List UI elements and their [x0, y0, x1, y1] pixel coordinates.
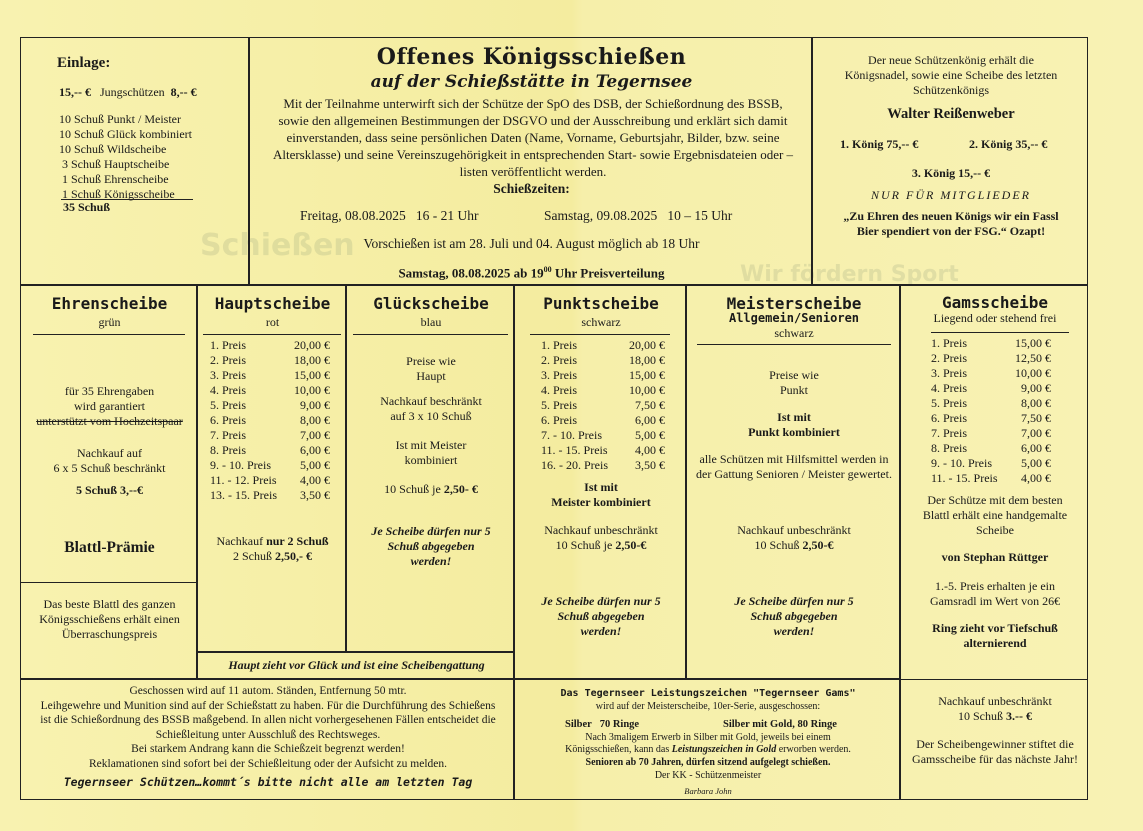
prize-row	[929, 441, 1053, 456]
prize-row	[208, 383, 332, 398]
prize-amount: 6,00 €	[300, 443, 330, 457]
ehren-text-4: Nachkauf auf	[77, 446, 142, 460]
hauptscheibe-color: rot	[265, 315, 280, 329]
prize-row	[929, 381, 1053, 396]
ehren-text-2: wird garantiert	[74, 399, 145, 413]
prize-amount: 8,00 €	[300, 413, 330, 427]
gams-shots: 10 Schuß	[958, 709, 1006, 723]
punkt-note: Je Scheibe dürfen nur 5 Schuß abgegeben werden!	[541, 594, 661, 638]
koenig-second: 2. König 35,-- €	[969, 137, 1048, 151]
blattl-text: Das beste Blattl des ganzen Königsschießens erhält einen Überraschungspreis	[39, 597, 180, 641]
rules-line: ist die Schießordnung des BSSB maßgebend. In allen nicht vorhergesehenen Fällen entscheidet die	[40, 714, 496, 727]
koenig-name: Walter Reißenweber	[887, 106, 1015, 122]
punkt-text-3: Nachkauf unbeschränkt	[544, 523, 658, 537]
haupt-shots: 2 Schuß	[233, 549, 275, 563]
prize-rank: 9. - 10. Preis	[931, 456, 992, 470]
einlage-price-adult: 15,-- €	[59, 85, 91, 99]
prize-amount: 18,00 €	[294, 353, 330, 367]
prize-amount: 20,00 €	[294, 338, 330, 352]
leistung-subtitle: wird auf der Meisterscheibe, 10er-Serie, ausgeschossen:	[595, 701, 821, 712]
einlage-box	[20, 37, 249, 285]
einlage-item: 10 Schuß Wildscheibe	[59, 142, 167, 156]
leistung-signer-title: Der KK - Schützenmeister	[654, 770, 762, 781]
prize-amount: 3,50 €	[300, 488, 330, 502]
meister-text-1: Preise wie	[769, 368, 819, 382]
haupt-nachkauf	[198, 534, 347, 549]
leistung-gold	[723, 719, 837, 730]
prize-rank: 4. Preis	[210, 383, 246, 397]
haupt-nachkauf-label: Nachkauf	[216, 534, 267, 548]
blattl-rule	[21, 582, 196, 583]
koenig-third: 3. König 15,-- €	[911, 166, 991, 180]
prize-amount: 5,00 €	[635, 428, 665, 442]
glueck-text-4: auf 3 x 10 Schuß	[390, 409, 472, 423]
prize-rank: 8. Preis	[210, 443, 246, 457]
hauptscheibe-title: Hauptscheibe	[214, 294, 331, 313]
prize-rank: 4. Preis	[541, 383, 577, 397]
silber-label: Silber	[565, 719, 592, 730]
prize-rank: 3. Preis	[541, 368, 577, 382]
prize-amount: 5,00 €	[1021, 456, 1051, 470]
prize-row	[208, 353, 332, 368]
meisterscheibe-rule	[697, 344, 891, 345]
prize-row	[539, 338, 667, 353]
leistung-title: Das Tegernseer Leistungszeichen "Tegernseer Gams"	[560, 688, 856, 699]
rules-text	[21, 684, 515, 772]
prize-amount: 6,00 €	[635, 413, 665, 427]
gams-price	[901, 709, 1089, 724]
punkt-shots: 10 Schuß je	[555, 538, 616, 552]
gamsscheibe-subtitle: Liegend oder stehend frei	[933, 311, 1057, 325]
haupt-glueck-note: Haupt zieht vor Glück und ist eine Scheibengattung	[228, 658, 485, 672]
hauptscheibe-box	[197, 285, 346, 652]
prize-row	[539, 413, 667, 428]
prize-rank: 2. Preis	[210, 353, 246, 367]
ehrenscheibe-title: Ehrenscheibe	[51, 294, 168, 313]
glueckscheibe-rule	[353, 334, 508, 335]
glueck-text-1: Preise wie	[406, 354, 456, 368]
prize-amount: 5,00 €	[300, 458, 330, 472]
glueck-text-2: Haupt	[416, 369, 446, 383]
prize-row	[929, 471, 1053, 486]
leistung-gold-badge: Leistungszeichen in Gold	[671, 744, 777, 755]
ehrenscheibe-rule	[33, 334, 185, 335]
prize-amount: 9,00 €	[300, 398, 330, 412]
prize-row	[539, 443, 667, 458]
header-box	[249, 37, 812, 285]
award-date: Samstag, 08.08.2025 ab 19	[398, 265, 544, 281]
members-only: NUR FÜR MITGLIEDER	[871, 188, 1031, 202]
einlage-price-youth: 8,-- €	[170, 85, 197, 99]
haupt-price: 2,50,- €	[275, 549, 312, 563]
leistung-senioren: Senioren ab 70 Jahren, dürfen sitzend aufgelegt schießen.	[585, 757, 831, 768]
prize-amount: 9,00 €	[1021, 381, 1051, 395]
hauptscheibe-rule	[203, 334, 341, 335]
award-suffix: Uhr Preisverteilung	[551, 265, 665, 281]
prize-row	[929, 366, 1053, 381]
rules-box	[20, 679, 514, 800]
koenig-first: 1. König 75,-- €	[840, 137, 919, 151]
prize-rank: 5. Preis	[541, 398, 577, 412]
glueck-text-6: kombiniert	[404, 453, 458, 467]
prize-row	[208, 398, 332, 413]
haupt-nachkauf-price	[198, 549, 347, 564]
einlage-item: 10 Schuß Glück kombiniert	[59, 127, 192, 141]
prize-amount: 10,00 €	[294, 383, 330, 397]
prize-rank: 11. - 15. Preis	[931, 471, 998, 485]
glueck-text-3: Nachkauf beschränkt	[380, 394, 482, 408]
glueck-price-value: 2,50- €	[443, 482, 478, 496]
page-subtitle: auf der Schießstätte in Tegernsee	[370, 72, 693, 92]
einlage-youth-label: Jungschützen	[100, 85, 165, 99]
haupt-glueck-note-box	[197, 652, 514, 679]
prize-amount: 15,00 €	[294, 368, 330, 382]
prize-row	[539, 428, 667, 443]
rules-line: Reklamationen sind sofort bei der Schießleitung oder der Aufsicht zu melden.	[88, 757, 447, 770]
leistung-text-2c: erworben werden.	[776, 744, 851, 755]
prize-row	[208, 458, 332, 473]
times-label: Schießzeiten:	[493, 181, 570, 196]
haupt-prize-table	[208, 338, 332, 503]
prize-rank: 7. Preis	[210, 428, 246, 442]
gamsscheibe-box	[900, 285, 1088, 800]
award-ceremony	[250, 265, 813, 281]
prize-rank: 3. Preis	[210, 368, 246, 382]
prize-amount: 7,00 €	[1021, 426, 1051, 440]
meisterscheibe-title: Meisterscheibe	[726, 294, 862, 313]
prize-row	[208, 428, 332, 443]
prize-rank: 8. Preis	[931, 441, 967, 455]
prize-amount: 3,50 €	[635, 458, 665, 472]
einlage-item: 1 Schuß Königsscheibe	[59, 187, 175, 201]
einlage-label: Einlage:	[57, 55, 111, 71]
prize-row	[929, 396, 1053, 411]
prize-row	[539, 458, 667, 473]
blattl-title: Blattl-Prämie	[64, 539, 155, 556]
meister-text-3: Ist mit	[777, 410, 811, 424]
punkt-price	[515, 538, 687, 553]
prize-rank: 11. - 15. Preis	[541, 443, 608, 457]
prize-amount: 20,00 €	[629, 338, 665, 352]
glueckscheibe-title: Glückscheibe	[373, 294, 489, 313]
gams-artist: von Stephan Rüttger	[941, 550, 1049, 564]
leistungszeichen-box	[514, 679, 900, 800]
prize-row	[208, 473, 332, 488]
gams-price-value: 3.-- €	[1006, 709, 1032, 723]
prize-amount: 10,00 €	[1015, 366, 1051, 380]
prize-row	[539, 368, 667, 383]
prize-amount: 8,00 €	[1021, 396, 1051, 410]
prize-rank: 1. Preis	[210, 338, 246, 352]
prize-rank: 13. - 15. Preis	[210, 488, 277, 502]
prize-amount: 18,00 €	[629, 353, 665, 367]
prize-amount: 6,00 €	[1021, 441, 1051, 455]
bleed-through-text: Wir fördern Sport	[740, 262, 959, 287]
prize-rank: 5. Preis	[931, 396, 967, 410]
meister-text-4: Punkt kombiniert	[748, 425, 840, 439]
prize-rank: 1. Preis	[931, 336, 967, 350]
prize-rank: 9. - 10. Preis	[210, 458, 271, 472]
leistung-silber	[565, 719, 639, 730]
punkt-text-2: Meister kombiniert	[551, 495, 651, 509]
einlage-list	[59, 112, 192, 202]
prize-amount: 15,00 €	[1015, 336, 1051, 350]
punktscheibe-title: Punktscheibe	[543, 294, 659, 313]
prize-amount: 4,00 €	[635, 443, 665, 457]
meisterscheibe-box	[686, 285, 900, 679]
prize-amount: 4,00 €	[300, 473, 330, 487]
einlage-item: 1 Schuß Ehrenscheibe	[59, 172, 169, 186]
silber-rings: 70 Ringe	[599, 719, 640, 730]
prize-rank: 6. Preis	[931, 411, 967, 425]
prize-row	[539, 398, 667, 413]
meister-text-2: Punkt	[779, 383, 808, 397]
gold-rings: , 80 Ringe	[792, 719, 837, 730]
gamsscheibe-title: Gamsscheibe	[942, 293, 1048, 312]
prize-rank: 7. Preis	[931, 426, 967, 440]
gams-prize-table	[929, 336, 1053, 486]
rules-line: Schießleitung unter Ausschluß des Rechtsweges.	[155, 728, 381, 741]
award-minutes: 00	[543, 265, 552, 274]
prize-row	[208, 413, 332, 428]
prize-row	[208, 368, 332, 383]
rules-line: Bei starkem Andrang kann die Schießzeit begrenzt werden!	[131, 743, 405, 756]
prize-rank: 6. Preis	[210, 413, 246, 427]
prize-rank: 7. - 10. Preis	[541, 428, 602, 442]
glueckscheibe-box	[346, 285, 514, 652]
punkt-prize-table	[539, 338, 667, 473]
ehren-price: 5 Schuß 3,--€	[75, 483, 143, 497]
prize-amount: 7,00 €	[300, 428, 330, 442]
ehren-text-5: 6 x 5 Schuß beschränkt	[53, 461, 166, 475]
glueckscheibe-color: blau	[420, 315, 442, 329]
prize-row	[929, 456, 1053, 471]
prize-rank: 16. - 20. Preis	[541, 458, 608, 472]
meisterscheibe-subtitle: Allgemein/Senioren	[728, 311, 860, 325]
intro-text: Mit der Teilnahme unterwirft sich der Schütze der SpO des DSB, der Schießordnung des BSSB, sowie den allgemeinen Bestimmungen der DSGVO und der Ausschreibung und erklärt sich damit einverstanden, dass seine persönlichen Daten (Name, Vorname, Geburtsjahr, Bilder, bzw. seine Altersklasse) und seine Vereinszugehörigkeit in entsprechenden Start- sowie Ergebnisdateien oder –listen veröffentlicht werden.	[272, 96, 794, 179]
prize-rank: 11. - 12. Preis	[210, 473, 277, 487]
punktscheibe-rule	[530, 334, 670, 335]
leistung-text-2a: Königsschießen, kann das	[565, 744, 672, 755]
prize-row	[929, 426, 1053, 441]
glueck-text-5: Ist mit Meister	[395, 438, 467, 452]
prize-row	[539, 353, 667, 368]
prize-rank: 2. Preis	[541, 353, 577, 367]
prize-amount: 10,00 €	[629, 383, 665, 397]
koenig-intro: Der neue Schützenkönig erhält die Königsnadel, sowie eine Scheibe des letzten Schützenkönigs	[844, 53, 1058, 97]
prize-amount: 7,50 €	[635, 398, 665, 412]
prize-rank: 3. Preis	[931, 366, 967, 380]
meister-shots: 10 Schuß	[754, 538, 803, 552]
meister-text-6: Nachkauf unbeschränkt	[737, 523, 851, 537]
leistung-text-1: Nach 3maligem Erwerb in Silber mit Gold, jeweils bei einem	[585, 732, 831, 743]
leistung-signature: Barbara John	[684, 786, 732, 796]
prize-amount: 7,50 €	[1021, 411, 1051, 425]
einlage-price	[59, 85, 197, 100]
punktscheibe-color: schwarz	[581, 315, 621, 329]
leistung-text-2	[515, 744, 901, 755]
prize-row	[208, 443, 332, 458]
ehren-sponsor: unterstützt vom Hochzeitspaar	[36, 414, 183, 428]
prize-rank: 6. Preis	[541, 413, 577, 427]
ehren-text-1: für 35 Ehrengaben	[64, 384, 155, 398]
prize-amount: 15,00 €	[629, 368, 665, 382]
gold-label: Silber mit Gold	[723, 719, 793, 730]
gams-text-5: Nachkauf unbeschränkt	[938, 694, 1052, 708]
gams-text-3: 1.-5. Preis erhalten je ein Gamsradl im Wert von 26€	[929, 579, 1061, 608]
punkt-price-value: 2,50-€	[615, 538, 647, 552]
meister-price	[687, 538, 901, 553]
gams-text-1: Der Schütze mit dem besten Blattl erhält eine handgemalte Scheibe	[922, 493, 1068, 537]
punkt-text-1: Ist mit	[584, 480, 618, 494]
page-title: Offenes Königsschießen	[376, 44, 687, 70]
einlage-item: 3 Schuß Hauptscheibe	[59, 157, 170, 171]
prize-row	[208, 488, 332, 503]
einlage-item: 10 Schuß Punkt / Meister	[59, 112, 181, 126]
pre-shooting: Vorschießen ist am 28. Juli und 04. August möglich ab 18 Uhr	[363, 236, 700, 251]
ehrenscheibe-color: grün	[98, 315, 121, 329]
prize-row	[929, 351, 1053, 366]
times-friday: Freitag, 08.08.2025 16 - 21 Uhr	[300, 208, 479, 223]
meister-price-value: 2,50-€	[802, 538, 834, 552]
glueck-shots: 10 Schuß je	[384, 482, 444, 496]
prize-amount: 4,00 €	[1021, 471, 1051, 485]
rules-line: Leihgewehre und Munition sind auf der Schießstatt zu haben. Für die Durchführung des Schießens	[40, 699, 496, 712]
punktscheibe-box	[514, 285, 686, 679]
times-saturday: Samstag, 09.08.2025 10 – 15 Uhr	[544, 208, 733, 223]
gams-text-8: Der Scheibengewinner stiftet die Gamsscheibe für das nächste Jahr!	[912, 737, 1078, 766]
gams-rule-2	[901, 679, 1087, 680]
prize-row	[929, 336, 1053, 351]
prize-row	[539, 383, 667, 398]
slogan: Tegernseer Schützen…kommt´s bitte nicht alle am letzten Tag	[63, 775, 473, 789]
meister-text-5: alle Schützen mit Hilfsmittel werden in der Gattung Senioren / Meister gewertet.	[696, 452, 892, 481]
prize-rank: 5. Preis	[210, 398, 246, 412]
einlage-total: 35 Schuß	[63, 200, 111, 214]
bleed-through-text: Schießen	[200, 228, 355, 263]
prize-rank: 2. Preis	[931, 351, 967, 365]
prize-amount: 12,50 €	[1015, 351, 1051, 365]
prize-row	[208, 338, 332, 353]
glueck-note: Je Scheibe dürfen nur 5 Schuß abgegeben werden!	[371, 524, 491, 568]
prize-rank: 1. Preis	[541, 338, 577, 352]
glueck-price	[347, 482, 515, 497]
meisterscheibe-color: schwarz	[774, 326, 814, 340]
beer-note: „Zu Ehren des neuen Königs wir ein Fassl Bier spendiert von der FSG.“ Ozapt!	[843, 209, 1059, 238]
gamsscheibe-rule	[931, 332, 1069, 333]
prize-row	[929, 411, 1053, 426]
meister-note: Je Scheibe dürfen nur 5 Schuß abgegeben werden!	[734, 594, 854, 638]
rules-line: Geschossen wird auf 11 autom. Ständen, Entfernung 50 mtr.	[129, 685, 407, 697]
gams-text-4: Ring zieht vor Tiefschuß alternierend	[932, 621, 1058, 650]
haupt-nachkauf-limit: nur 2 Schuß	[266, 534, 329, 548]
ehrenscheibe-box	[20, 285, 197, 679]
koenig-box	[812, 37, 1088, 285]
prize-rank: 4. Preis	[931, 381, 967, 395]
